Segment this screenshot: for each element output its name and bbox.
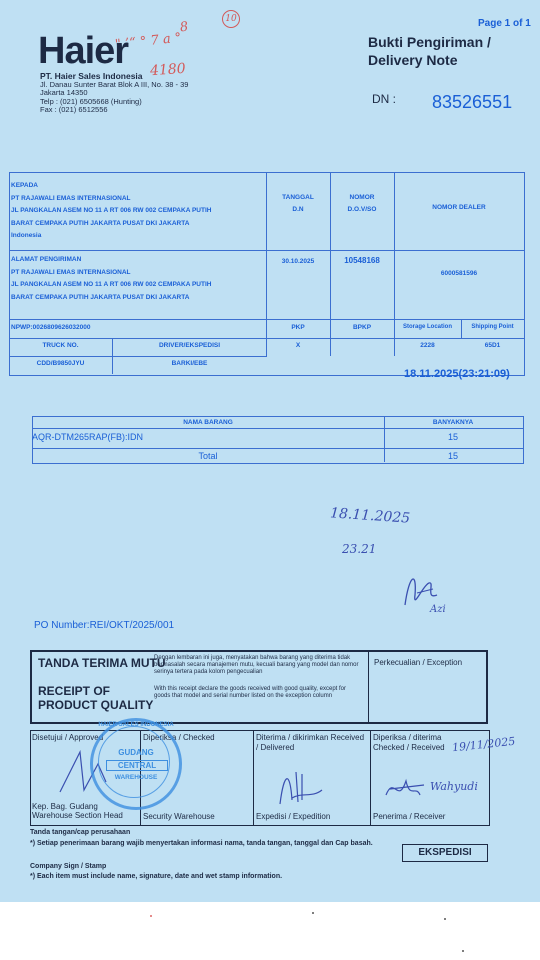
handwriting-red-1: 8: [178, 19, 190, 36]
nomor-label-do: D.O.V/SO: [347, 206, 377, 213]
tanggal-value: 30.10.2025: [281, 258, 315, 265]
company-sign-label-id: Tanda tangan/cap perusahaan: [30, 829, 131, 836]
exception-label: Perkecualian / Exception: [374, 658, 463, 667]
kepada-label: KEPADA: [11, 182, 38, 189]
truck-header: TRUCK NO.: [42, 342, 79, 349]
tanggal-header: [266, 192, 330, 216]
nomor-dealer-header: NOMOR DEALER: [432, 204, 486, 211]
item-name: AQR-DTM265RAP(FB):IDN: [32, 432, 144, 442]
sig-security-label: Security Warehouse: [143, 812, 215, 821]
nomor-header: [330, 192, 394, 216]
handwriting-time: 23.21: [342, 542, 377, 556]
stamp-line-2: CENTRAL: [106, 760, 168, 771]
stamp-line-3: WAREHOUSE: [114, 774, 158, 781]
company-fax: Fax : (021) 6512556: [40, 105, 108, 114]
shipping-address-1: JL PANGKALAN ASEM NO 11 A RT 006 RW 002 CEMPAKA PUTIH: [11, 281, 212, 288]
company-address-2: Jakarta 14350: [40, 88, 88, 97]
bpkp-header: BPKP: [352, 324, 372, 331]
receipt-text-id: Dengan lembaran ini juga, menyatakan bahwa barang yang diterima tidak bermasalah secara manajemen mutu, kecuali barang yang model dan nomor serinya tertera pada kolom pengecualian: [154, 655, 359, 675]
pkp-header: PKP: [291, 324, 305, 331]
shipping-point-value: 65D1: [484, 342, 501, 349]
receipt-title-en: RECEIPT OF PRODUCT QUALITY: [38, 684, 154, 712]
signature-azi: [395, 565, 455, 620]
sig-warehouse-head-label: Kep. Bag. Gudang Warehouse Section Head: [32, 802, 123, 820]
recipient-country: Indonesia: [11, 232, 42, 239]
haier-logo: Haier: [38, 30, 129, 72]
stamp-line-1: GUDANG: [118, 748, 154, 757]
dn-number: 83526551: [432, 92, 513, 112]
col-banyaknya: BANYAKNYA: [432, 419, 474, 426]
speck: [444, 918, 446, 920]
recipient-address-2: BARAT CEMPAKA PUTIH JAKARTA PUSAT DKI JAKARTA: [11, 219, 190, 227]
speck: [462, 950, 464, 952]
company-name: PT. Haier Sales Indonesia: [40, 71, 143, 81]
sig-expedition-label: Expedisi / Expedition: [256, 812, 331, 821]
speck: [150, 915, 152, 917]
shipping-name: PT RAJAWALI EMAS INTERNASIONAL: [11, 268, 131, 276]
speck: [312, 912, 314, 914]
npwp-number: NPWP:0026809626032000: [11, 324, 91, 331]
sig-checked-label: Diperiksa / Checked: [143, 733, 215, 742]
sig-received-label: Diperiksa / diterima Checked / Received: [373, 733, 445, 752]
receiver-name-handwritten: Wahyudi: [430, 780, 478, 793]
received-date-handwritten: 19/11/2025: [451, 734, 516, 755]
truck-value: CDD/B9850JYU: [36, 360, 85, 367]
signature-name: Azi: [430, 604, 446, 615]
receipt-text-en: With this receipt declare the goods received with good quality, except for goods that model and serial number listed on the exception column: [154, 686, 346, 699]
shipping-point-header: Shipping Point: [471, 324, 514, 330]
ekspedisi-badge: EKSPEDISI: [402, 844, 488, 862]
note-en: *) Each item must include name, signature, date and wet stamp information.: [30, 873, 283, 880]
handwriting-circle-number: 10: [222, 10, 240, 28]
handwriting-red-3: 4180: [149, 60, 187, 80]
document-title-line-1: Bukti Pengiriman /: [368, 34, 491, 50]
total-label: Total: [198, 451, 218, 461]
print-timestamp: 18.11.2025(23:21:09): [404, 368, 510, 380]
shipping-address-label: ALAMAT PENGIRIMAN: [11, 256, 82, 263]
company-stamp-label-en: Company Sign / Stamp: [30, 863, 107, 870]
total-qty: 15: [447, 451, 458, 461]
recipient-name: PT RAJAWALI EMAS INTERNASIONAL: [11, 194, 131, 202]
signature-expedition: [272, 762, 332, 812]
stamp-ring-text: HAIER SALES INDONESIA: [98, 722, 174, 728]
dealer-value: 6000581596: [440, 270, 478, 277]
handwriting-red-2: " ’“ ° 7 a °: [114, 30, 183, 53]
nomor-value: 10548168: [344, 256, 380, 265]
item-qty: 15: [447, 432, 458, 442]
document-title: [368, 33, 491, 69]
shipping-address-2: BARAT CEMPAKA PUTIH JAKARTA PUSAT DKI JAKARTA: [11, 293, 190, 301]
company-phone: Telp : (021) 6505668 (Hunting): [40, 96, 142, 106]
driver-value: BARKI/EBE: [171, 360, 208, 367]
po-number: PO Number:REI/OKT/2025/001: [34, 620, 175, 631]
nomor-label: NOMOR: [349, 194, 375, 201]
recipient-block: [11, 180, 211, 243]
driver-header: DRIVER/EKSPEDISI: [158, 342, 221, 349]
pkp-value: X: [295, 342, 301, 349]
tanggal-label-dn: D.N: [292, 206, 304, 213]
sig-delivered-label: Diterima / dikirimkan Received / Delivered: [256, 733, 365, 752]
company-address-1: Jl. Danau Sunter Barat Blok A III, No. 38 - 39: [40, 79, 189, 89]
storage-location-header: Storage Location: [402, 324, 452, 330]
shipping-address-block: [11, 254, 211, 304]
sig-receiver-label: Penerima / Receiver: [373, 812, 446, 821]
document-title-line-2: Delivery Note: [368, 52, 458, 68]
receipt-title-id: TANDA TERIMA MUTU: [38, 656, 166, 670]
col-nama-barang: NAMA BARANG: [183, 419, 233, 426]
note-id: *) Setiap penerimaan barang wajib menyertakan informasi nama, tanda tangan, tanggal dan Cap basah.: [30, 840, 373, 847]
handwriting-date: 18.11.2025: [329, 505, 411, 527]
page-indicator: Page 1 of 1: [478, 18, 531, 29]
storage-value: 2228: [420, 342, 435, 349]
sig-approved-label: Disetujui / Approved: [32, 733, 104, 742]
tanggal-label: TANGGAL: [282, 194, 314, 201]
recipient-address-1: JL PANGKALAN ASEM NO 11 A RT 006 RW 002 CEMPAKA PUTIH: [11, 207, 212, 214]
dn-label: DN :: [372, 92, 396, 106]
